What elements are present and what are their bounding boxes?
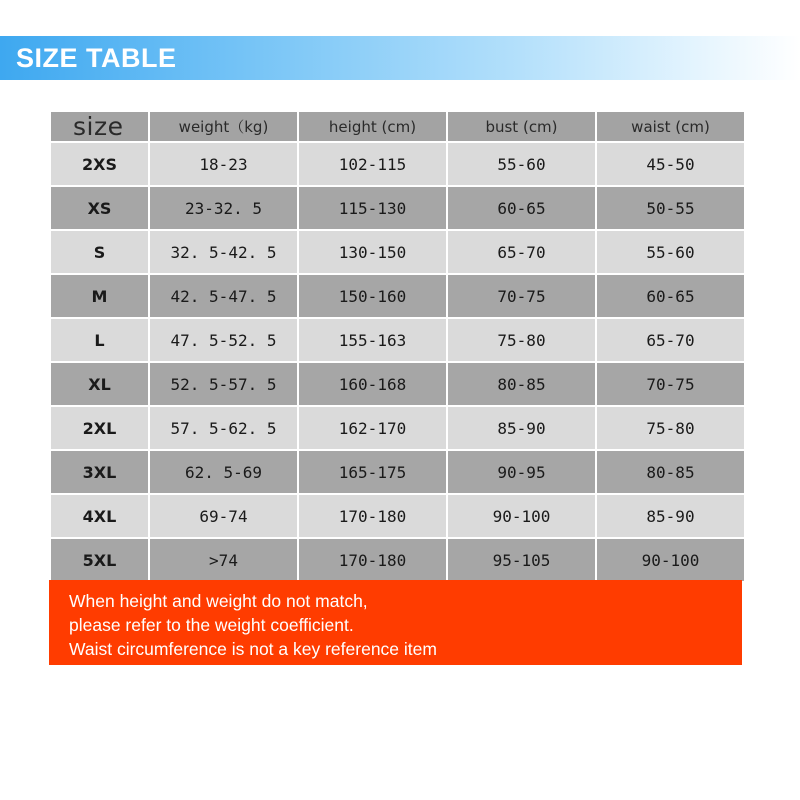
size-table (49, 110, 746, 583)
height-cell: 170-180 (299, 539, 446, 581)
table-row (51, 407, 744, 449)
table-row (51, 231, 744, 273)
waist-cell: 65-70 (597, 319, 744, 361)
weight-cell: 57. 5-62. 5 (150, 407, 297, 449)
waist-cell: 55-60 (597, 231, 744, 273)
note-line: please refer to the weight coefficient. (69, 615, 354, 635)
height-cell: 155-163 (299, 319, 446, 361)
size-cell: 2XS (51, 143, 148, 185)
weight-cell: 23-32. 5 (150, 187, 297, 229)
bust-cell: 60-65 (448, 187, 595, 229)
waist-cell: 45-50 (597, 143, 744, 185)
bust-cell: 75-80 (448, 319, 595, 361)
table-row (51, 275, 744, 317)
size-cell: 3XL (51, 451, 148, 493)
size-cell: S (51, 231, 148, 273)
weight-cell: 62. 5-69 (150, 451, 297, 493)
weight-cell: 32. 5-42. 5 (150, 231, 297, 273)
table-row (51, 187, 744, 229)
bust-cell: 80-85 (448, 363, 595, 405)
waist-cell: 75-80 (597, 407, 744, 449)
weight-cell: 42. 5-47. 5 (150, 275, 297, 317)
height-cell: 165-175 (299, 451, 446, 493)
weight-cell: >74 (150, 539, 297, 581)
weight-cell: 52. 5-57. 5 (150, 363, 297, 405)
bust-cell: 65-70 (448, 231, 595, 273)
height-cell: 130-150 (299, 231, 446, 273)
bust-cell: 85-90 (448, 407, 595, 449)
size-cell: 5XL (51, 539, 148, 581)
size-cell: 2XL (51, 407, 148, 449)
weight-cell: 69-74 (150, 495, 297, 537)
waist-cell: 90-100 (597, 539, 744, 581)
note-line: When height and weight do not match, (69, 591, 368, 611)
size-cell: XS (51, 187, 148, 229)
size-cell: M (51, 275, 148, 317)
table-header-row (51, 112, 744, 141)
table-row (51, 363, 744, 405)
banner-title: SIZE TABLE (16, 43, 177, 73)
header-bust: bust (cm) (448, 112, 595, 141)
table-row (51, 539, 744, 581)
waist-cell: 80-85 (597, 451, 744, 493)
header-height: height (cm) (299, 112, 446, 141)
size-cell: 4XL (51, 495, 148, 537)
height-cell: 160-168 (299, 363, 446, 405)
height-cell: 162-170 (299, 407, 446, 449)
waist-cell: 85-90 (597, 495, 744, 537)
table-row (51, 451, 744, 493)
waist-cell: 50-55 (597, 187, 744, 229)
bust-cell: 55-60 (448, 143, 595, 185)
table-row (51, 319, 744, 361)
weight-cell: 47. 5-52. 5 (150, 319, 297, 361)
size-table-banner (0, 36, 800, 80)
header-size: size (51, 112, 148, 141)
table-row (51, 495, 744, 537)
waist-cell: 60-65 (597, 275, 744, 317)
bust-cell: 90-95 (448, 451, 595, 493)
bust-cell: 90-100 (448, 495, 595, 537)
height-cell: 102-115 (299, 143, 446, 185)
size-cell: XL (51, 363, 148, 405)
header-weight: weight（kg) (150, 112, 297, 141)
height-cell: 170-180 (299, 495, 446, 537)
bust-cell: 95-105 (448, 539, 595, 581)
header-waist: waist (cm) (597, 112, 744, 141)
note-line: Waist circumference is not a key reference item (69, 639, 437, 659)
bust-cell: 70-75 (448, 275, 595, 317)
size-cell: L (51, 319, 148, 361)
weight-cell: 18-23 (150, 143, 297, 185)
table-row (51, 143, 744, 185)
height-cell: 150-160 (299, 275, 446, 317)
fit-note-box (49, 580, 742, 665)
waist-cell: 70-75 (597, 363, 744, 405)
height-cell: 115-130 (299, 187, 446, 229)
